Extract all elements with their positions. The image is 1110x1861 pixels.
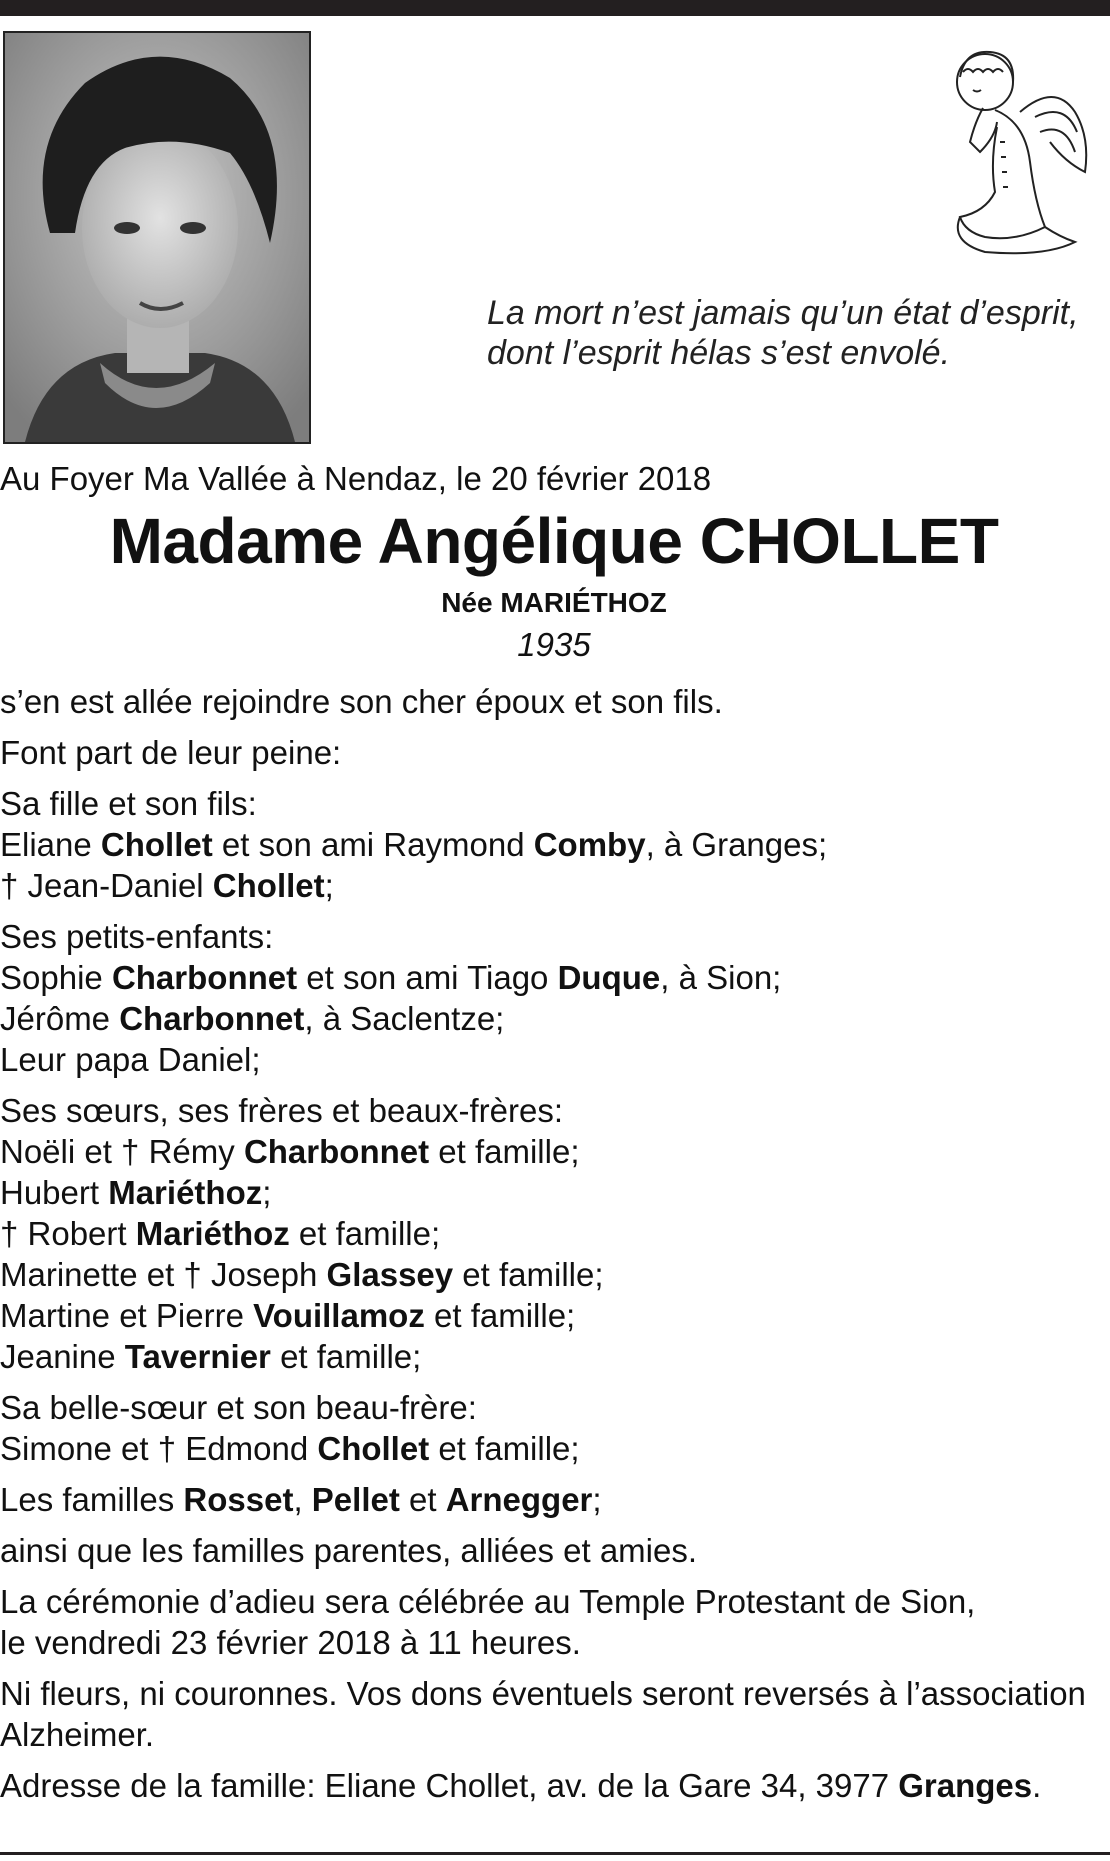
place-date: Au Foyer Ma Vallée à Nendaz, le 20 février 2018 [0, 460, 712, 497]
quote-line: La mort n’est jamais qu’un état d’esprit, [487, 294, 1079, 332]
family-line: Hubert Mariéthoz; [0, 1174, 272, 1211]
family-line: † Robert Mariéthoz et famille; [0, 1215, 441, 1252]
ceremony-details: La cérémonie d’adieu sera célébrée au Temple Protestant de Sion, le vendredi 23 février 2018 à 11 heures. [0, 1583, 976, 1661]
deceased-name: Madame Angélique CHOLLET [109, 505, 999, 577]
related-families-text: ainsi que les familles parentes, alliées et amies. [0, 1532, 698, 1569]
family-line: † Jean-Daniel Chollet; [0, 867, 334, 904]
children-section [0, 783, 1108, 906]
family-line: Eliane Chollet et son ami Raymond Comby, à Granges; [0, 826, 828, 863]
siblings-section [0, 1090, 1108, 1377]
family-line: Leur papa Daniel; [0, 1041, 261, 1078]
section-heading: Sa fille et son fils: [0, 785, 257, 822]
bottom-rule [0, 1852, 1110, 1855]
maiden-name: Née MARIÉTHOZ [441, 587, 667, 618]
flowers-notice: Ni fleurs, ni couronnes. Vos dons éventuels seront reversés à l’association Alzheimer. [0, 1675, 1086, 1753]
families-line: Les familles Rosset, Pellet et Arnegger; [0, 1481, 602, 1518]
praying-angel-illustration [925, 42, 1095, 264]
family-line: Simone et † Edmond Chollet et famille; [0, 1430, 580, 1467]
family-line: Noëli et † Rémy Charbonnet et famille; [0, 1133, 580, 1170]
portrait-photo [3, 31, 311, 444]
family-line: Jeanine Tavernier et famille; [0, 1338, 422, 1375]
family-address: Adresse de la famille: Eliane Chollet, av. de la Gare 34, 3977 Granges. [0, 1767, 1042, 1804]
intro-text: s’en est allée rejoindre son cher époux et son fils. [0, 683, 723, 720]
family-line: Sophie Charbonnet et son ami Tiago Duque, à Sion; [0, 959, 782, 996]
font-part-text: Font part de leur peine: [0, 734, 342, 771]
family-line: Jérôme Charbonnet, à Saclentze; [0, 1000, 505, 1037]
grandchildren-section [0, 916, 1108, 1080]
section-heading: Sa belle-sœur et son beau-frère: [0, 1389, 477, 1426]
birth-year: 1935 [517, 626, 591, 663]
quote-line: dont l’esprit hélas s’est envolé. [487, 334, 951, 372]
section-heading: Ses petits-enfants: [0, 918, 274, 955]
announcement-body [0, 458, 1108, 1816]
family-line: Marinette et † Joseph Glassey et famille; [0, 1256, 604, 1293]
family-line: Martine et Pierre Vouillamoz et famille; [0, 1297, 576, 1334]
top-rule [0, 0, 1110, 16]
epitaph-quote [487, 293, 1107, 373]
inlaws-section [0, 1387, 1108, 1469]
section-heading: Ses sœurs, ses frères et beaux-frères: [0, 1092, 564, 1129]
